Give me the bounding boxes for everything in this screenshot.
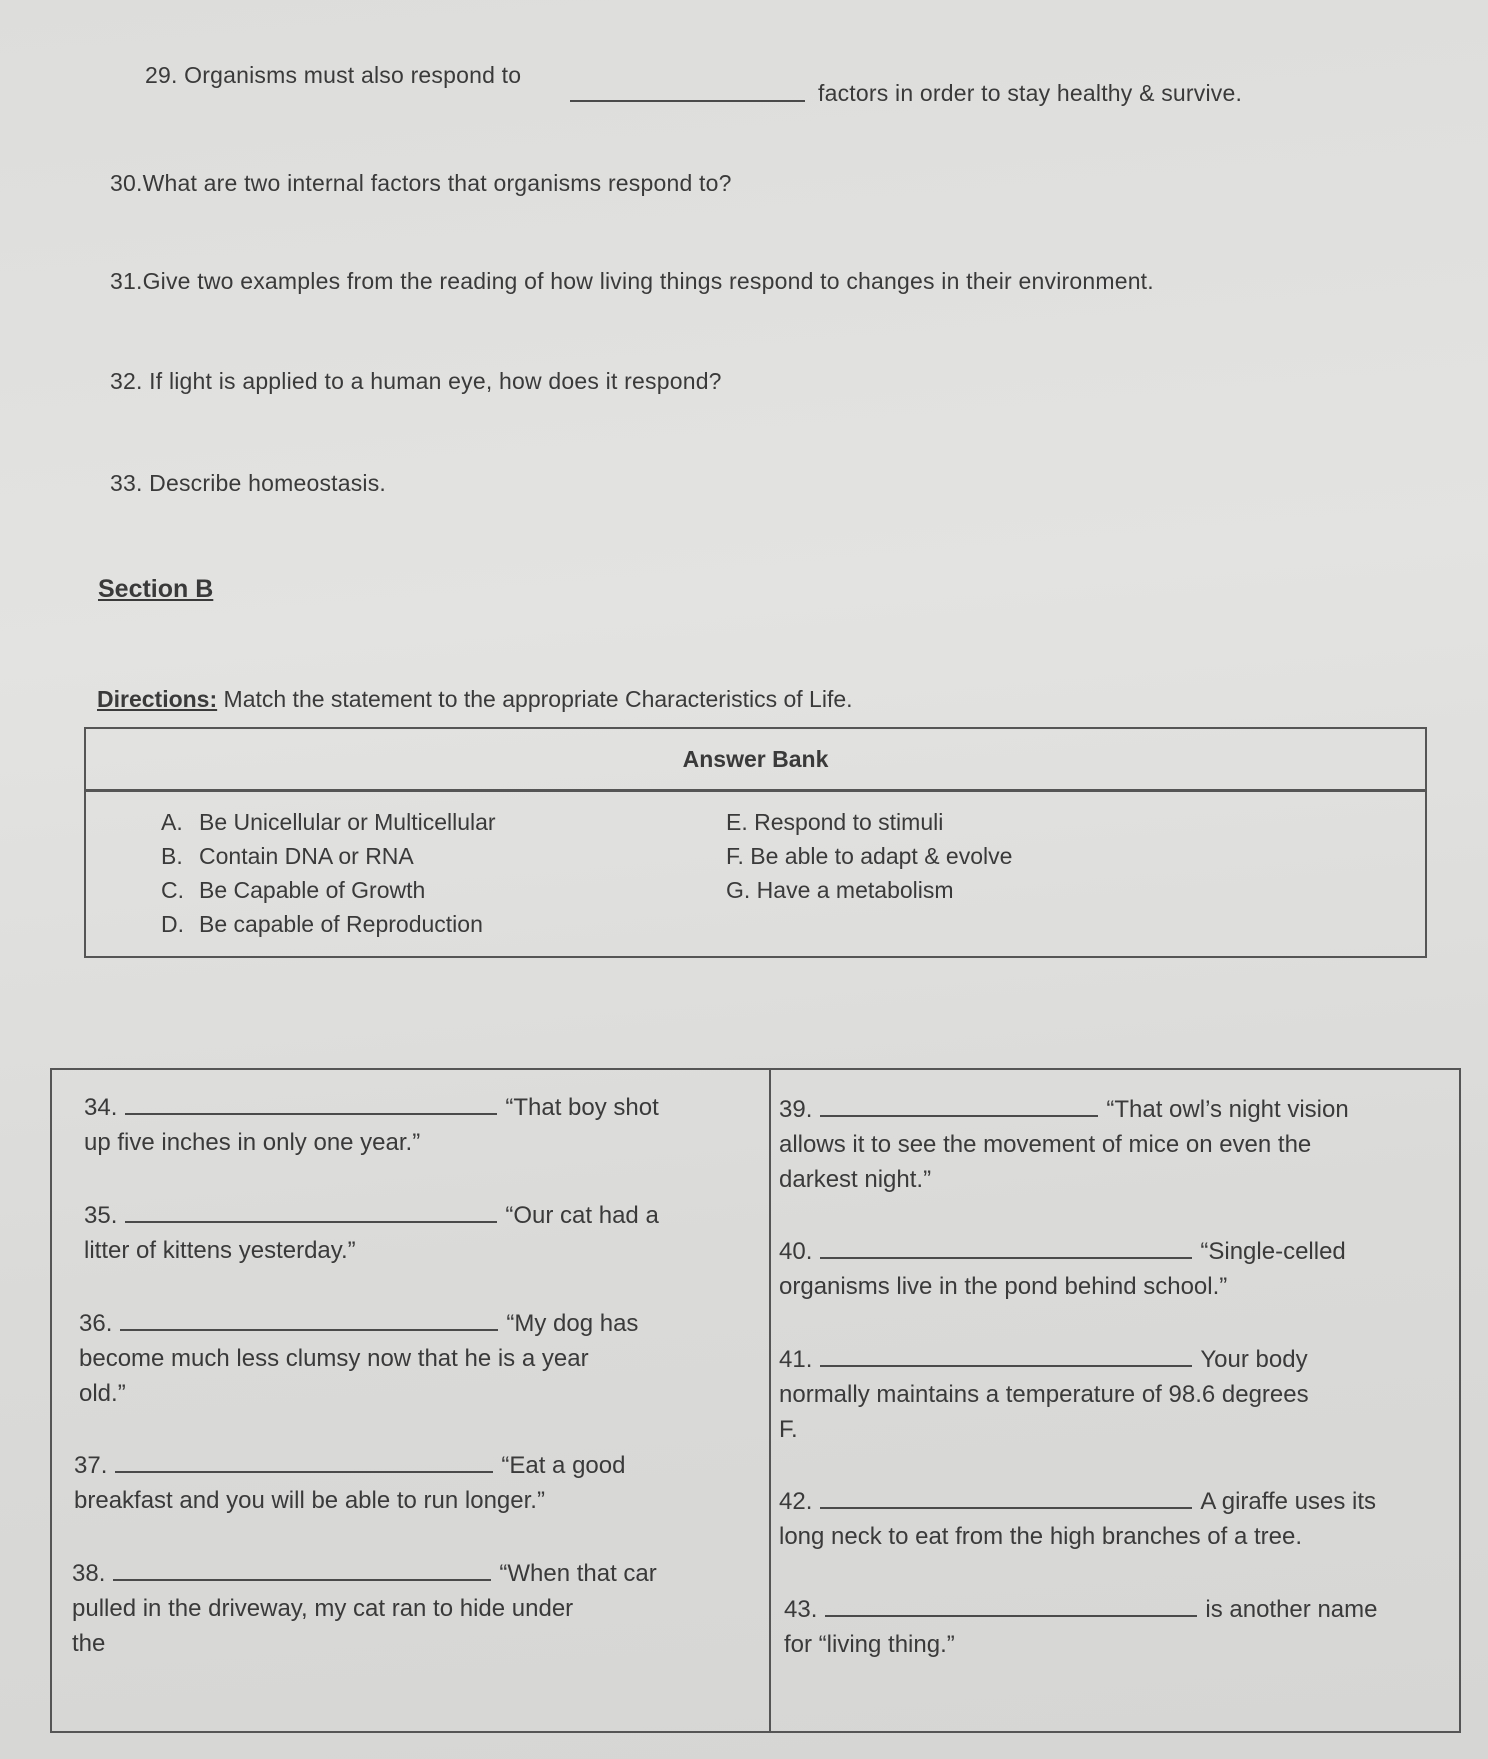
answer-area-30[interactable] — [110, 200, 1310, 265]
question-text: What are two internal factors that organisms respond to? — [142, 170, 732, 196]
question-31 — [110, 268, 1154, 295]
answer-area-32[interactable] — [110, 398, 1310, 463]
answer-blank-42[interactable] — [820, 1506, 1192, 1509]
answer-option-a: A. Be Unicellular or Multicellular — [161, 809, 496, 835]
match-item-35: 35. “Our cat had a litter of kittens yesterday.” — [84, 1202, 659, 1264]
answer-area-31[interactable] — [110, 298, 1310, 363]
answer-bank-left-column — [161, 805, 496, 941]
question-number: 32. — [110, 368, 143, 394]
match-item-42: 42. A giraffe uses its long neck to eat from the high branches of a tree. — [779, 1488, 1377, 1550]
question-29-continuation: factors in order to stay healthy & survive. — [818, 80, 1243, 106]
answer-blank-41[interactable] — [820, 1364, 1192, 1367]
match-item-39: 39. “That owl’s night vision allows it to see the movement of mice on even the darkest night.” — [779, 1096, 1349, 1193]
question-30 — [110, 170, 732, 197]
answer-bank-title: Answer Bank — [86, 729, 1425, 792]
answer-blank-35[interactable] — [125, 1220, 497, 1223]
answer-blank-43[interactable] — [825, 1614, 1197, 1617]
answer-option-c: C. Be Capable of Growth — [161, 877, 426, 903]
question-text: If light is applied to a human eye, how does it respond? — [149, 368, 722, 394]
answer-blank-39[interactable] — [820, 1114, 1098, 1117]
answer-bank-right-column — [726, 805, 1012, 907]
answer-option-f: F. Be able to adapt & evolve — [726, 843, 1013, 869]
answer-option-d: D. Be capable of Reproduction — [161, 911, 483, 937]
match-item-40: 40. “Single-celled organisms live in the pond behind school.” — [779, 1238, 1346, 1300]
section-b-title: Section B — [98, 575, 214, 603]
directions-label: Directions: — [97, 686, 218, 712]
question-number: 29. — [145, 62, 178, 88]
directions — [97, 686, 853, 713]
match-item-36: 36. “My dog has become much less clumsy now that he is a year old.” — [79, 1310, 639, 1407]
answer-blank-29[interactable] — [570, 100, 805, 102]
match-item-38: 38. “When that car pulled in the driveway, my cat ran to hide under the — [72, 1560, 657, 1657]
answer-blank-36[interactable] — [120, 1328, 498, 1331]
answer-blank-40[interactable] — [820, 1256, 1192, 1259]
match-item-34: 34. “That boy shot up five inches in only one year.” — [84, 1094, 659, 1156]
answer-blank-37[interactable] — [115, 1470, 493, 1473]
answer-blank-34[interactable] — [125, 1112, 497, 1115]
answer-area-33[interactable] — [110, 500, 1310, 560]
answer-bank — [84, 727, 1427, 958]
question-text-before: Organisms must also respond to — [184, 62, 522, 88]
question-33 — [110, 470, 386, 497]
match-item-37: 37. “Eat a good breakfast and you will be able to run longer.” — [74, 1452, 626, 1514]
directions-text: Match the statement to the appropriate Characteristics of Life. — [223, 686, 853, 712]
answer-option-g: G. Have a metabolism — [726, 877, 954, 903]
question-text: Give two examples from the reading of how living things respond to changes in their environment. — [142, 268, 1154, 294]
question-29 — [145, 62, 521, 89]
question-number: 31. — [110, 268, 143, 294]
column-divider — [769, 1070, 771, 1731]
answer-option-b: B. Contain DNA or RNA — [161, 843, 414, 869]
answer-option-e: E. Respond to stimuli — [726, 809, 944, 835]
answer-blank-38[interactable] — [113, 1578, 491, 1581]
question-number: 33. — [110, 470, 143, 496]
question-number: 30. — [110, 170, 143, 196]
question-text: Describe homeostasis. — [149, 470, 387, 496]
match-item-43: 43. is another name for “living thing.” — [784, 1596, 1378, 1658]
matching-table — [50, 1068, 1461, 1733]
match-item-41: 41. Your body normally maintains a temperature of 98.6 degrees F. — [779, 1346, 1309, 1443]
question-32 — [110, 368, 722, 395]
